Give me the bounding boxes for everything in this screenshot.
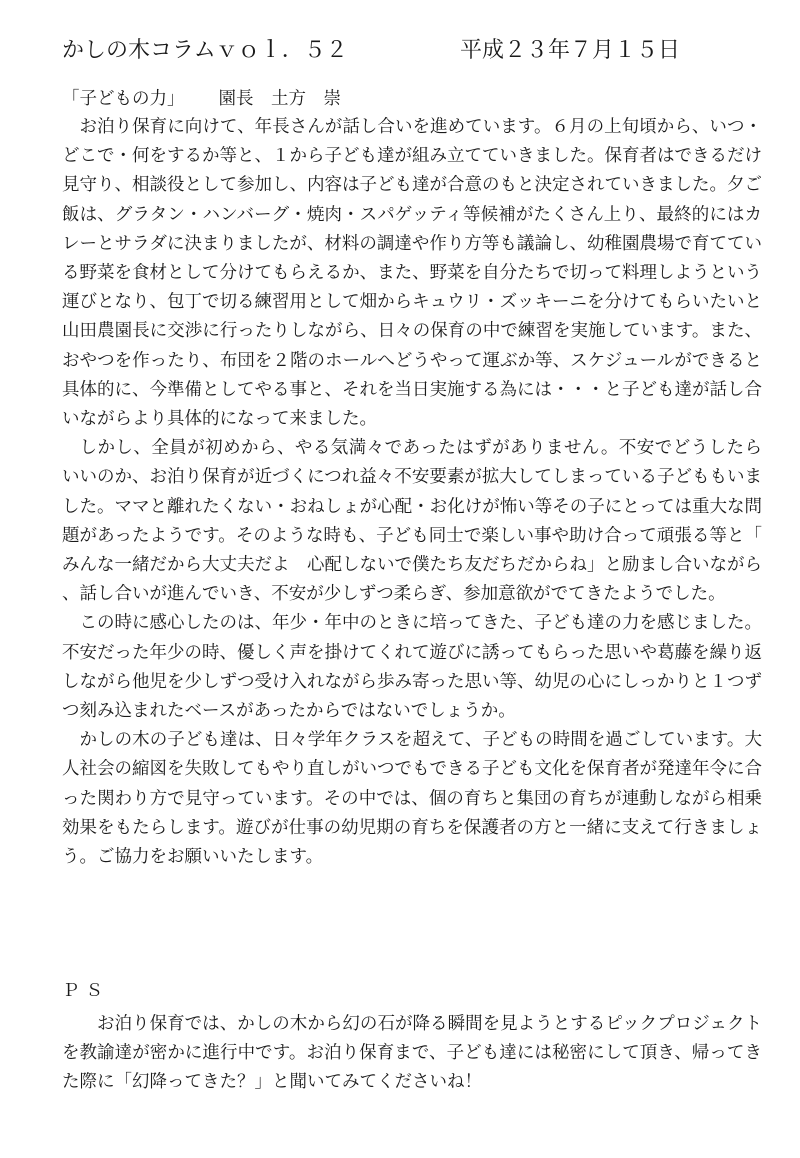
postscript-paragraph: お泊り保育では、かしの木から幻の石が降る瞬間を見ようとするピックプロジェクトを教諭達が密かに進行中です。お泊り保育まで、子ども達には秘密にして頂き、帰ってきた際に「幻降ってきた？」と聞いてみてくださいね！ <box>62 1014 762 1093</box>
article-body <box>62 113 762 872</box>
column-series-title: かしの木コラムｖｏｌ．５２ <box>62 38 348 63</box>
paragraph: お泊り保育に向けて、年長さんが話し合いを進めています。６月の上旬頃から、いつ・どこで・何をするか等と、１から子ども達が組み立てていきました。保育者はできるだけ見守り、相談役として参加し、内容は子ども達が合意のもと決定されていきました。夕ご飯は、グラタン・ハンバーグ・焼肉・スパゲッティ等候補がたくさん上り、最終的にはカレーとサラダに決まりましたが、材料の調達や作り方等も議論し、幼稚園農場で育てている野菜を食材として分けてもらえるか、また、野菜を自分たちで切って料理しようという運びとなり、包丁で切る練習用として畑からキュウリ・ズッキーニを分けてもらいたいと山田農園長に交渉に行ったりしながら、日々の保育の中で練習を実施しています。また、おやつを作ったり、布団を２階のホールへどうやって運ぶか等、スケジュールができると具体的に、今準備としてやる事と、それを当日実施する為には・・・と子ども達が話し合いながらより具体的になって来ました。 <box>62 117 762 430</box>
article-author: 園長 土方 崇 <box>218 89 341 109</box>
column-header <box>62 34 760 68</box>
publication-date: 平成２３年７月１５日 <box>460 38 681 63</box>
article-byline <box>62 86 341 112</box>
postscript-heading: ＰＳ <box>62 981 109 1001</box>
paragraph: しかし、全員が初めから、やる気満々であったはずがありません。不安でどうしたらいいのか、お泊り保育が近づくにつれ益々不安要素が拡大してしまっている子どももいました。ママと離れたくない・おねしょが心配・お化けが怖い等その子にとっては重大な問題があったようです。そのような時も、子ども同士で楽しい事や助け合って頑張る等と「みんな一緒だから大丈夫だよ 心配しないで僕たち友だちだからね」と励まし合いながら、話し合いが進んでいき、不安が少しずつ柔らぎ、参加意欲がでてきたようでした。 <box>62 438 762 605</box>
postscript-body <box>62 1010 762 1098</box>
article-title: 「子どもの力」 <box>62 89 185 109</box>
paragraph: かしの木の子ども達は、日々学年クラスを超えて、子どもの時間を過ごしています。大人社会の縮図を失敗してもやり直しがいつでもできる子ども文化を保育者が発達年令に合った関わり方で見守っています。その中では、個の育ちと集団の育ちが連動しながら相乗効果をもたらします。遊びが仕事の幼児期の育ちを保護者の方と一緒に支えて行きましょう。ご協力をお願いいたします。 <box>62 730 762 868</box>
paragraph: この時に感心したのは、年少・年中のときに培ってきた、子ども達の力を感じました。不安だった年少の時、優しく声を掛けてくれて遊びに誘ってもらった思いや葛藤を繰り返しながら他児を少しずつ受け入れながら歩み寄った思い等、幼児の心にしっかりと１つずつ刻み込まれたベースがあったからではないでしょうか。 <box>62 613 762 722</box>
